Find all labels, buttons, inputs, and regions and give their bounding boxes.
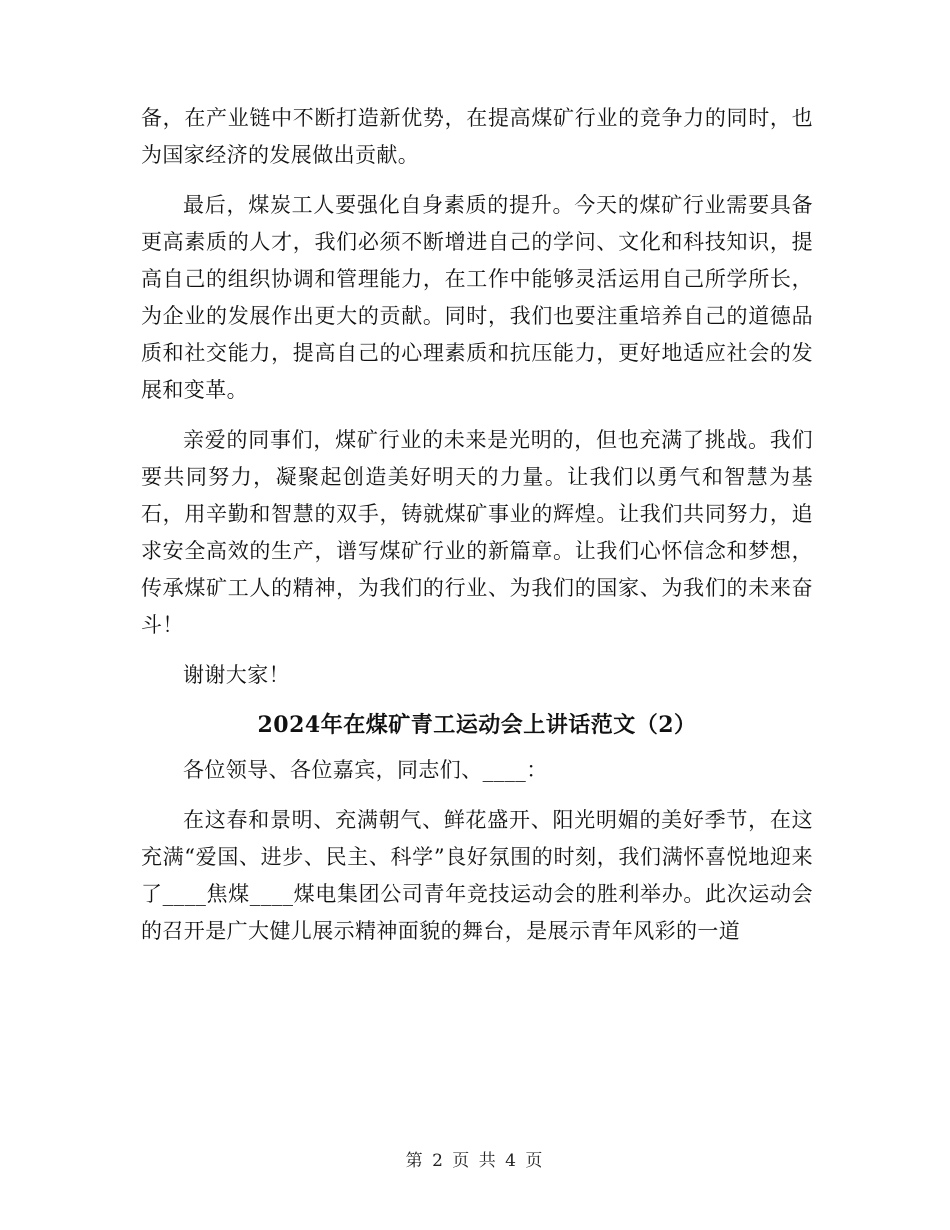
paragraph-greeting: 各位领导、各位嘉宾，同志们、____： <box>183 758 548 782</box>
paragraph-thanks: 谢谢大家！ <box>183 663 290 687</box>
document-body <box>141 100 813 963</box>
paragraph-self-improvement: 最后，煤炭工人要强化自身素质的提升。今天的煤矿行业需要具备更高素质的人才，我们必须不断增进自己的学问、文化和科技知识，提高自己的组织协调和管理能力，在工作中能够灵活运用自己所学所长，为企业的发展作出更大的贡献。同时，我们也要注重培养自己的道德品质和社交能力，提高自己的心理素质和抗压能力，更好地适应社会的发展和变革。 <box>141 193 813 402</box>
paragraph-opening: 在这春和景明、充满朝气、鲜花盛开、阳光明媚的美好季节，在这充满“爱国、进步、民主、科学”良好氛围的时刻，我们满怀喜悦地迎来了____焦煤____煤电集团公司青年竞技运动会的胜利举办。此次运动会的召开是广大健儿展示精神面貌的舞台，是展示青年风彩的一道 <box>141 808 813 943</box>
paragraph-continuation: 备，在产业链中不断打造新优势，在提高煤矿行业的竞争力的同时，也为国家经济的发展做出贡献。 <box>141 106 813 167</box>
paragraph-call-to-action: 亲爱的同事们，煤矿行业的未来是光明的，但也充满了挑战。我们要共同努力，凝聚起创造美好明天的力量。让我们以勇气和智慧为基石，用辛勤和智慧的双手，铸就煤矿事业的辉煌。让我们共同努力，追求安全高效的生产，谱写煤矿行业的新篇章。让我们心怀信念和梦想，传承煤矿工人的精神，为我们的行业、为我们的国家、为我们的未来奋斗！ <box>141 428 813 637</box>
section-heading: 2024年在煤矿青工运动会上讲话范文（2） <box>257 712 697 738</box>
page-footer: 第 2 页 共 4 页 <box>405 1151 545 1171</box>
